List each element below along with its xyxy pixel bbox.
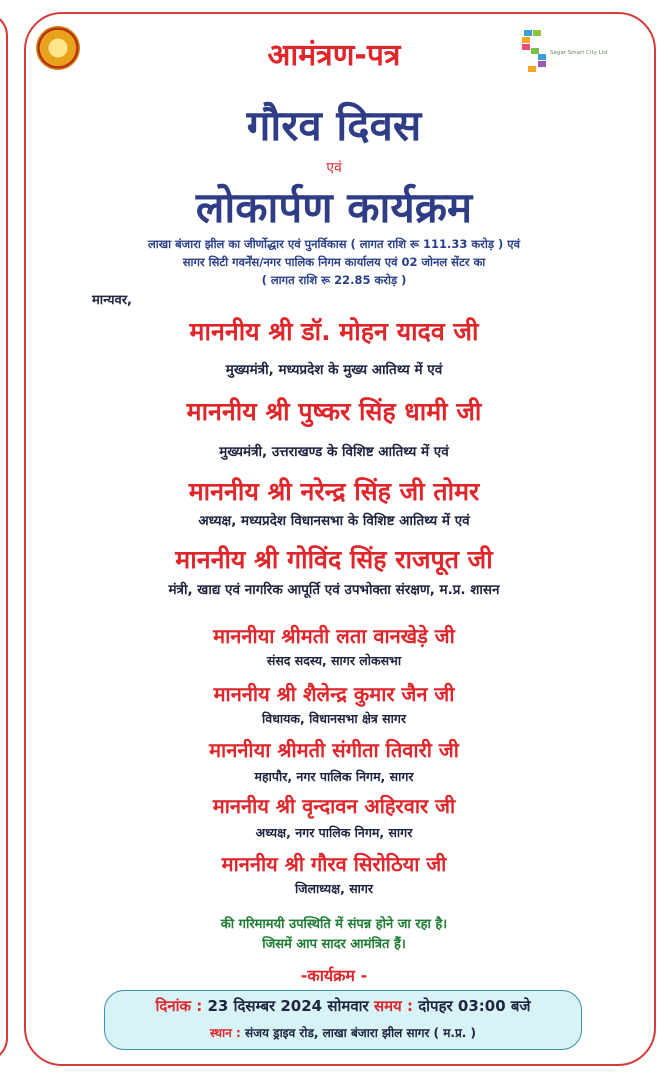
conjunction-text: एवं [326,160,342,176]
guest-name: माननीय श्री गोविंद सिंह राजपूत जी [175,545,493,574]
guest-name: माननीय श्री गौरव सिरोठिया जी [221,852,447,876]
guest-name: माननीय श्री पुष्कर सिंह धामी जी [186,397,482,426]
guest-role: अध्यक्ष, मध्यप्रदेश विधानसभा के विशिष्ट आतिथ्य में एवं [198,513,470,529]
guest-role: महापौर, नगर पालिक निगम, सागर [254,769,414,784]
guest-role: मंत्री, खाद्य एवं नागरिक आपूर्ति एवं उपभोक्ता संरक्षण, म.प्र. शासन [168,582,500,598]
event-name: गौरव दिवस [246,101,422,150]
guest-name: माननीया श्रीमती संगीता तिवारी जी [209,738,459,762]
salutation: मान्यवर, [92,293,132,308]
date-label: दिनांक : [155,997,203,1015]
venue-label: स्थान : [209,1026,241,1040]
guest-name: माननीय श्री डॉ. मोहन यादव जी [189,317,479,346]
guest-name: माननीया श्रीमती लता वानखेड़े जी [213,624,455,648]
venue-value: संजय ड्राइव रोड, लाखा बंजारा झील सागर ( म.प्र. ) [245,1026,477,1040]
program-heading: -कार्यक्रम - [300,966,368,985]
project-description-line: सागर सिटी गवर्नेंस/नगर पालिक निगम कार्यालय एवं 02 जोनल सेंटर का [182,255,486,269]
guest-role: अध्यक्ष, नगर पालिक निगम, सागर [255,825,413,840]
guest-name: माननीय श्री शैलेन्द्र कुमार जैन जी [213,682,455,706]
closing-line: जिसमें आप सादर आमंत्रित हैं। [262,937,406,952]
time-label: समय : [373,997,413,1015]
venue-row [105,1024,581,1041]
guest-role: संसद सदस्य, सागर लोकसभा [266,653,402,668]
smart-city-caption: Sagar Smart City Ltd [550,50,608,56]
guest-name: माननीय श्री नरेन्द्र सिंह जी तोमर [188,477,480,506]
project-description-line: लाखा बंजारा झील का जीर्णोद्धार एवं पुनर्विकास ( लागत राशि रू 111.33 करोड़ ) एवं [147,237,521,251]
invitation-title: आमंत्रण-पत्र [267,38,401,73]
guest-role: मुख्यमंत्री, उत्तराखण्ड के विशिष्ट आतिथ्य में एवं [219,444,449,460]
time-value: दोपहर 03:00 बजे [418,997,531,1015]
guest-role: जिलाध्यक्ष, सागर [294,881,374,896]
guest-role: विधायक, विधानसभा क्षेत्र सागर [262,711,406,726]
guest-name: माननीय श्री वृन्दावन अहिरवार जी [212,794,456,818]
date-time-row [105,996,581,1016]
date-value: 23 दिसम्बर 2024 सोमवार [207,997,369,1015]
project-description-line: ( लागत राशि रू 22.85 करोड़ ) [261,273,407,287]
event-type: लोकार्पण कार्यक्रम [195,183,473,232]
event-details-box [104,990,582,1050]
guest-role: मुख्यमंत्री, मध्यप्रदेश के मुख्य आतिथ्य में एवं [225,362,443,378]
closing-line: की गरिमामयी उपस्थिति में संपन्न होने जा रहा है। [220,917,448,932]
